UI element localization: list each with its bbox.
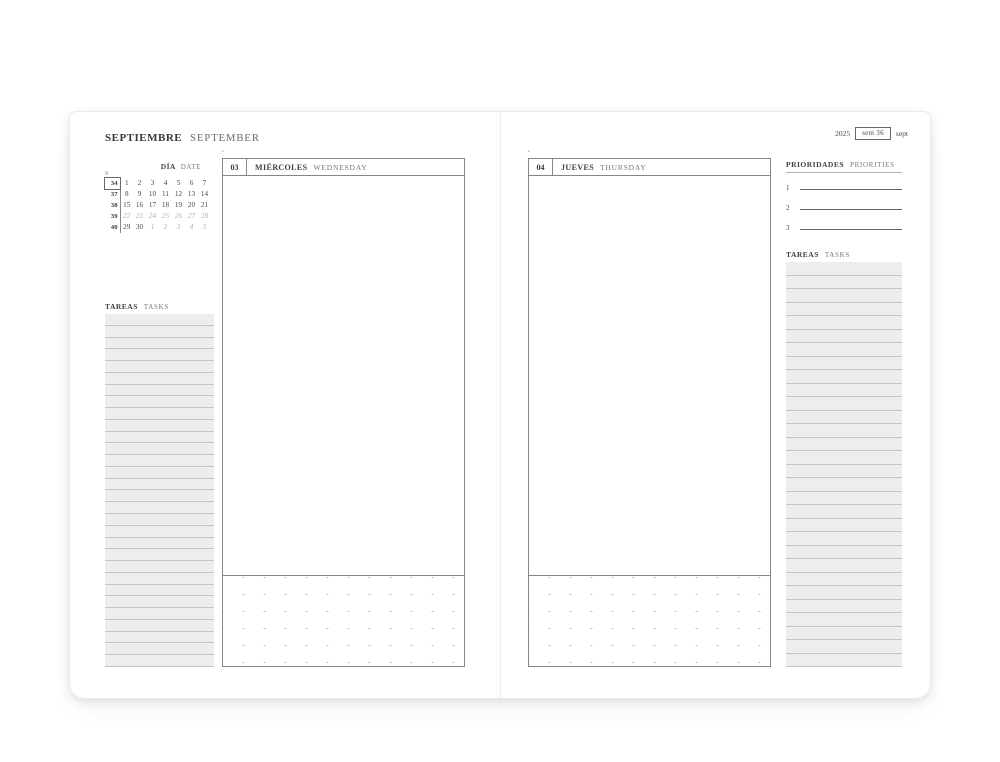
note-line[interactable]: [786, 519, 902, 533]
right-page: [500, 112, 930, 698]
note-line[interactable]: [105, 608, 214, 620]
calendar-week-row: [105, 189, 211, 200]
note-line[interactable]: [786, 654, 902, 668]
year-label: 2025: [835, 129, 851, 138]
note-line[interactable]: [105, 326, 214, 338]
calendar-day-cell[interactable]: 8: [124, 190, 129, 198]
note-line[interactable]: [105, 314, 214, 326]
priority-row[interactable]: [786, 224, 902, 232]
note-line[interactable]: [105, 549, 214, 561]
note-line[interactable]: [105, 514, 214, 526]
note-line[interactable]: [786, 640, 902, 654]
calendar-day-cell[interactable]: 22: [123, 212, 131, 220]
day-panel-thursday: [528, 158, 771, 667]
note-line[interactable]: [105, 561, 214, 573]
note-line[interactable]: [786, 505, 902, 519]
note-line[interactable]: [105, 338, 214, 350]
note-line[interactable]: [786, 262, 902, 276]
month-title-en: SEPTEMBER: [190, 133, 260, 144]
calendar-day-cell[interactable]: 7: [202, 179, 207, 187]
note-line[interactable]: [786, 303, 902, 317]
calendar-day-cell[interactable]: 5: [202, 223, 207, 231]
note-line[interactable]: [105, 538, 214, 550]
day-dot-grid[interactable]: [529, 575, 770, 667]
calendar-day-cell[interactable]: 11: [162, 190, 169, 198]
day-header: [223, 159, 464, 176]
calendar-day-cell[interactable]: 12: [174, 190, 183, 198]
calendar-day-cell[interactable]: 2: [137, 179, 142, 187]
note-line[interactable]: [786, 600, 902, 614]
calendar-day-cell[interactable]: 24: [148, 212, 157, 220]
calendar-day-cell[interactable]: 21: [200, 201, 209, 209]
priority-number: 1: [786, 184, 790, 192]
calendar-day-cell[interactable]: 2: [163, 223, 168, 231]
right-tasks-label: [786, 250, 850, 259]
left-page: [70, 112, 500, 698]
note-line[interactable]: [105, 467, 214, 479]
calendar-day-cell[interactable]: 3: [150, 179, 155, 187]
calendar-day-cell[interactable]: 3: [176, 223, 181, 231]
calendar-day-cell[interactable]: 13: [187, 190, 196, 198]
note-line[interactable]: [786, 289, 902, 303]
left-tasks-label-es: TAREAS: [105, 302, 138, 311]
calendar-day-cell[interactable]: 26: [174, 212, 183, 220]
calendar-week-number: 38: [105, 200, 120, 211]
note-line[interactable]: [105, 479, 214, 491]
note-line[interactable]: [786, 627, 902, 641]
priorities-label-es: PRIORIDADES: [786, 160, 845, 169]
calendar-day-cell[interactable]: 6: [189, 179, 194, 187]
note-line[interactable]: [105, 373, 214, 385]
note-line[interactable]: [786, 276, 902, 290]
left-tasks-label-en: TASKS: [143, 303, 169, 311]
right-tasks-label-es: TAREAS: [786, 250, 819, 259]
note-line[interactable]: [105, 596, 214, 608]
calendar-day-cell[interactable]: 29: [123, 223, 131, 231]
calendar-week-row: [105, 200, 211, 211]
note-line[interactable]: [786, 330, 902, 344]
priority-number: 3: [786, 224, 790, 232]
calendar-day-cell[interactable]: 15: [123, 201, 131, 209]
note-line[interactable]: [105, 655, 214, 667]
month-short-label: sept: [895, 129, 908, 138]
note-line[interactable]: [786, 316, 902, 330]
calendar-day-cell[interactable]: 9: [137, 190, 142, 198]
priorities-divider: [786, 172, 902, 173]
priorities-label: [786, 160, 895, 169]
left-tasks-label: [105, 302, 169, 311]
note-line[interactable]: [105, 490, 214, 502]
day-header: [529, 159, 770, 176]
calendar-day-cell[interactable]: 17: [148, 201, 157, 209]
priority-row[interactable]: [786, 204, 902, 212]
calendar-day-cell[interactable]: 20: [187, 201, 196, 209]
calendar-day-cell[interactable]: 14: [200, 190, 209, 198]
right-tasks-label-en: TASKS: [824, 251, 850, 259]
notebook-spread: [70, 112, 930, 698]
priorities-label-en: PRIORITIES: [850, 161, 895, 169]
month-title: [105, 132, 260, 144]
calendar-week-number: 37: [105, 189, 120, 200]
note-line[interactable]: [786, 424, 902, 438]
note-line[interactable]: [786, 397, 902, 411]
calendar-week-header: S: [105, 171, 109, 177]
calendar-title-es: DÍA: [160, 162, 176, 171]
note-line[interactable]: [105, 620, 214, 632]
calendar-week-row: [105, 211, 211, 222]
note-line[interactable]: [105, 385, 214, 397]
note-line[interactable]: [786, 370, 902, 384]
priority-input-line[interactable]: [800, 189, 902, 190]
day-name: [247, 163, 368, 172]
note-line[interactable]: [786, 492, 902, 506]
note-line[interactable]: [786, 559, 902, 573]
note-line[interactable]: [105, 643, 214, 655]
right-tasks-lines[interactable]: [786, 262, 902, 667]
note-line[interactable]: [105, 632, 214, 644]
note-line[interactable]: [786, 451, 902, 465]
calendar-day-cell[interactable]: 1: [124, 179, 129, 187]
note-line[interactable]: [105, 361, 214, 373]
calendar-day-cell[interactable]: 1: [150, 223, 155, 231]
note-line[interactable]: [105, 349, 214, 361]
calendar-day-cell[interactable]: 30: [135, 223, 144, 231]
left-corner-mark: •: [222, 149, 224, 155]
day-name-en: THURSDAY: [600, 162, 647, 172]
calendar-day-cell[interactable]: 4: [163, 179, 168, 187]
note-line[interactable]: [105, 573, 214, 585]
calendar-week-row: [105, 178, 211, 189]
calendar-day-cell[interactable]: 5: [176, 179, 181, 187]
month-title-es: SEPTIEMBRE: [105, 132, 183, 144]
calendar-day-cell[interactable]: 16: [135, 201, 144, 209]
note-line[interactable]: [105, 455, 214, 467]
note-line[interactable]: [105, 526, 214, 538]
priority-number: 2: [786, 204, 790, 212]
priority-row[interactable]: [786, 184, 902, 192]
day-panel-wednesday: [222, 158, 465, 667]
note-line[interactable]: [105, 502, 214, 514]
note-line[interactable]: [786, 343, 902, 357]
week-number-badge: sem 36: [855, 127, 891, 140]
day-name: [553, 163, 647, 172]
day-name-es: JUEVES: [561, 162, 595, 172]
left-tasks-lines[interactable]: [105, 314, 214, 667]
day-notes-area[interactable]: [223, 176, 464, 667]
calendar-week-row: [105, 222, 211, 233]
day-dot-grid[interactable]: [223, 575, 464, 667]
note-line[interactable]: [786, 465, 902, 479]
calendar-day-cell[interactable]: 4: [189, 223, 194, 231]
calendar-day-cell[interactable]: 18: [161, 201, 170, 209]
calendar-day-cell[interactable]: 28: [200, 212, 209, 220]
calendar-grid: [105, 178, 211, 233]
calendar-title-en: DATE: [180, 163, 201, 171]
note-line[interactable]: [786, 478, 902, 492]
calendar-week-number: 40: [105, 222, 120, 233]
note-line[interactable]: [786, 586, 902, 600]
note-line[interactable]: [105, 585, 214, 597]
note-line[interactable]: [786, 438, 902, 452]
calendar-week-number: 34: [105, 178, 120, 189]
mini-calendar: [105, 162, 215, 233]
calendar-day-cell[interactable]: 19: [174, 201, 183, 209]
calendar-day-cell[interactable]: 27: [187, 212, 196, 220]
note-line[interactable]: [786, 411, 902, 425]
right-corner-mark: •: [528, 149, 530, 155]
calendar-title: [105, 162, 215, 171]
day-name-es: MIÉRCOLES: [255, 162, 308, 172]
day-number: 04: [529, 159, 553, 175]
calendar-day-cell[interactable]: 10: [148, 190, 157, 198]
day-notes-area[interactable]: [529, 176, 770, 667]
note-line[interactable]: [786, 613, 902, 627]
note-line[interactable]: [105, 408, 214, 420]
calendar-day-cell[interactable]: 23: [135, 212, 144, 220]
calendar-week-number: 39: [105, 211, 120, 222]
day-name-en: WEDNESDAY: [313, 162, 368, 172]
calendar-day-cell[interactable]: 25: [161, 212, 170, 220]
note-line[interactable]: [786, 546, 902, 560]
note-line[interactable]: [105, 432, 214, 444]
priority-input-line[interactable]: [800, 229, 902, 230]
note-line[interactable]: [786, 532, 902, 546]
week-badge-group: [835, 127, 908, 140]
note-line[interactable]: [786, 384, 902, 398]
note-line[interactable]: [786, 357, 902, 371]
day-number: 03: [223, 159, 247, 175]
priority-input-line[interactable]: [800, 209, 902, 210]
note-line[interactable]: [786, 573, 902, 587]
note-line[interactable]: [105, 420, 214, 432]
note-line[interactable]: [105, 396, 214, 408]
note-line[interactable]: [105, 443, 214, 455]
